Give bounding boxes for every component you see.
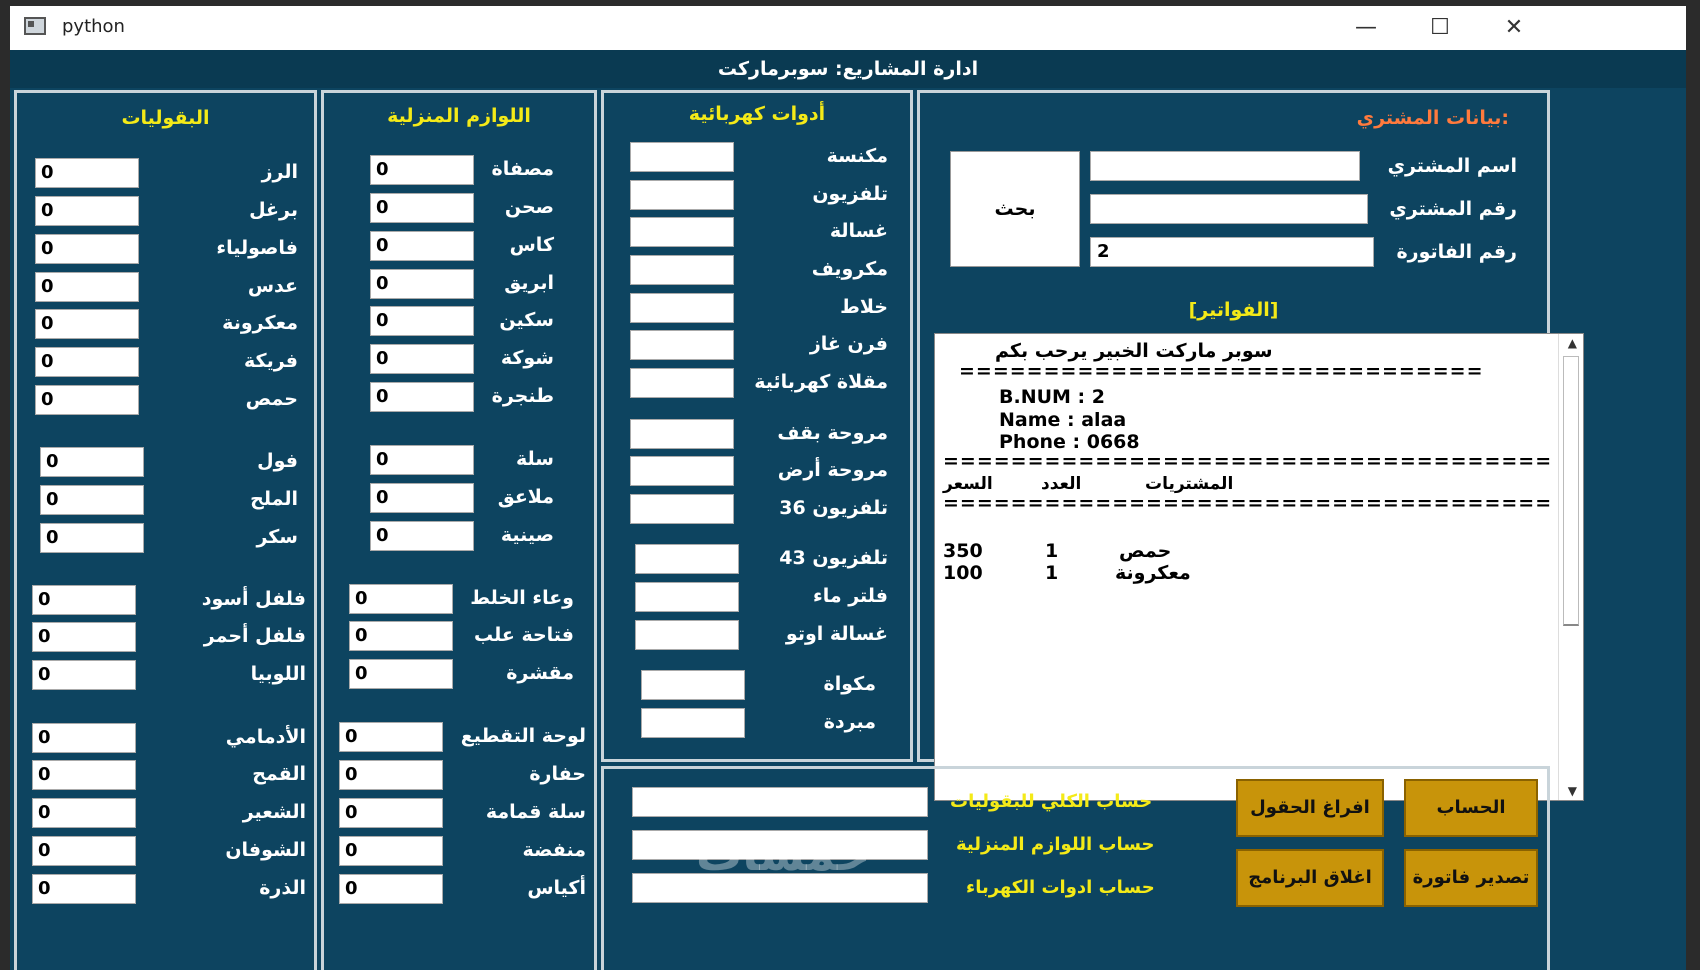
legumes-item-label: فلفل أحمر [203, 625, 306, 647]
legumes-quantity-field[interactable]: 0 [32, 585, 136, 615]
household-quantity-field[interactable]: 0 [370, 483, 474, 513]
title-bar [10, 6, 1686, 50]
invoice-separator: ==================================== [943, 450, 1553, 472]
household-quantity-field[interactable]: 0 [339, 874, 443, 904]
household-item-label: شوكة [500, 347, 554, 369]
legumes-quantity-field[interactable]: 0 [35, 385, 139, 415]
legumes-quantity-field[interactable]: 0 [40, 485, 144, 515]
customer-name-label: اسم المشتري [1387, 155, 1517, 177]
household-quantity-field[interactable]: 0 [349, 621, 453, 651]
legumes-item-label: فول [257, 450, 298, 472]
customer-phone-label: رقم المشتري [1389, 198, 1517, 220]
household-title: اللوازم المنزلية [387, 105, 531, 127]
legumes-title: البقوليات [121, 107, 210, 129]
household-item-label: وعاء الخلط [470, 587, 574, 609]
invoice-separator: ==================================== [943, 492, 1553, 514]
app-banner: ادارة المشاريع: سوبرماركت [10, 50, 1686, 88]
electrical-item-label: مروحة أرض [777, 459, 888, 481]
household-quantity-field[interactable]: 0 [349, 584, 453, 614]
electrical-item-label: تلفزيون 43 [779, 547, 888, 569]
customer-panel [917, 90, 1577, 798]
invoice-header-qty: العدد [1041, 474, 1082, 494]
legumes-item-label: الملح [250, 488, 298, 510]
legumes-item-label: الأدمامي [225, 726, 306, 748]
electrical-item-label: غسالة [829, 220, 888, 242]
invoice-row-qty: 1 [1045, 540, 1059, 562]
household-item-label: حفارة [529, 763, 586, 785]
electrical-item-label: فلتر ماء [813, 585, 888, 607]
legumes-quantity-field[interactable]: 0 [32, 760, 136, 790]
scroll-thumb[interactable] [1563, 356, 1579, 626]
legumes-item-label: الرز [261, 161, 298, 183]
electrical-quantity-field[interactable] [641, 708, 745, 738]
app-window [10, 6, 1686, 970]
legumes-quantity-field[interactable]: 0 [32, 874, 136, 904]
electrical-quantity-field[interactable] [630, 330, 734, 360]
electrical-item-label: مبردة [823, 711, 876, 733]
invoice-row-price: 350 [943, 540, 983, 562]
legumes-item-label: الشوفان [225, 839, 306, 861]
search-button[interactable]: بحث [950, 151, 1080, 267]
legumes-quantity-field[interactable]: 0 [35, 158, 139, 188]
legumes-item-label: اللوبيا [250, 663, 306, 685]
household-item-label: فتاحة علب [473, 624, 574, 646]
household-item-label: ابريق [504, 272, 554, 294]
customer-phone-field[interactable] [1090, 194, 1368, 224]
invoice-row-item: معكرونة [1115, 562, 1191, 584]
bill-number-label: رقم الفاتورة [1396, 241, 1517, 263]
household-panel [321, 90, 597, 970]
electrical-quantity-field[interactable] [630, 494, 734, 524]
legumes-item-label: سكر [256, 526, 298, 548]
invoice-header-price: السعر [943, 474, 993, 494]
electrical-quantity-field[interactable] [630, 180, 734, 210]
legumes-item-label: عدس [247, 275, 298, 297]
electrical-quantity-field[interactable] [635, 620, 739, 650]
legumes-item-label: حمص [245, 388, 298, 410]
legumes-quantity-field[interactable]: 0 [35, 272, 139, 302]
invoice-row-price: 100 [943, 562, 983, 584]
close-window-button[interactable]: ✕ [1504, 15, 1524, 40]
invoice-row-item: حمص [1119, 540, 1172, 562]
invoice-row-qty: 1 [1045, 562, 1059, 584]
household-quantity-field[interactable]: 0 [370, 231, 474, 261]
electrical-item-label: تلفزيون [812, 183, 888, 205]
household-quantity-field[interactable]: 0 [370, 382, 474, 412]
electrical-item-label: فرن غاز [809, 333, 888, 355]
close-program-button[interactable]: اغلاق البرنامج [1236, 849, 1384, 907]
electrical-item-label: مقلاة كهربائية [754, 371, 888, 393]
invoices-title: [الفواتير] [1188, 299, 1279, 321]
legumes-quantity-field[interactable]: 0 [40, 523, 144, 553]
electrical-item-label: مكنسة [826, 145, 888, 167]
legumes-item-label: الذرة [259, 877, 306, 899]
electrical-quantity-field[interactable] [630, 217, 734, 247]
maximize-button[interactable]: ☐ [1430, 15, 1450, 40]
household-item-label: مصفاة [491, 158, 554, 180]
export-invoice-button[interactable]: تصدير فاتورة [1404, 849, 1538, 907]
household-item-label: سلة [516, 448, 554, 470]
invoice-bill-number: B.NUM : 2 [999, 386, 1105, 408]
household-item-label: طنجرة [491, 385, 554, 407]
legumes-quantity-field[interactable]: 0 [32, 723, 136, 753]
household-quantity-field[interactable]: 0 [370, 306, 474, 336]
electrical-item-label: تلفزيون 36 [779, 497, 888, 519]
totals-panel [601, 766, 1550, 970]
legumes-quantity-field[interactable]: 0 [40, 447, 144, 477]
electrical-quantity-field[interactable] [630, 456, 734, 486]
invoice-textarea[interactable] [934, 333, 1584, 801]
electrical-item-label: مروحة بقف [777, 422, 888, 444]
household-quantity-field[interactable]: 0 [370, 269, 474, 299]
household-quantity-field[interactable]: 0 [339, 760, 443, 790]
electrical-quantity-field[interactable] [630, 255, 734, 285]
legumes-quantity-field[interactable]: 0 [35, 347, 139, 377]
household-quantity-field[interactable]: 0 [370, 155, 474, 185]
clear-fields-button[interactable]: افراغ الحقول [1236, 779, 1384, 837]
legumes-item-label: معكرونة [222, 312, 298, 334]
legumes-quantity-field[interactable]: 0 [35, 309, 139, 339]
calculate-button[interactable]: الحساب [1404, 779, 1538, 837]
electrical-item-label: مكرويف [811, 258, 888, 280]
household-quantity-field[interactable]: 0 [339, 836, 443, 866]
household-item-label: مقشرة [506, 662, 574, 684]
invoice-name: Name : alaa [999, 409, 1127, 431]
legumes-total-label: حساب الكلي للبقوليات [950, 791, 1153, 812]
customer-name-field[interactable] [1090, 151, 1360, 181]
electrical-total-label: حساب ادوات الكهرباء [966, 877, 1155, 898]
household-item-label: سكين [499, 309, 554, 331]
legumes-quantity-field[interactable]: 0 [32, 660, 136, 690]
household-quantity-field[interactable]: 0 [370, 445, 474, 475]
invoice-phone: Phone : 0668 [999, 431, 1140, 453]
household-item-label: لوحة التقطيع [460, 725, 586, 747]
electrical-item-label: خلاط [840, 296, 888, 318]
electrical-panel [601, 90, 913, 762]
watermark: خمسات [696, 827, 871, 881]
invoice-welcome: سوبر ماركت الخبير يرحب بكم [995, 340, 1273, 362]
legumes-quantity-field[interactable]: 0 [32, 622, 136, 652]
electrical-item-label: غسالة اوتو [785, 623, 888, 645]
household-item-label: صينية [500, 524, 554, 546]
household-total-label: حساب اللوازم المنزلية [956, 834, 1155, 855]
household-quantity-field[interactable]: 0 [370, 344, 474, 374]
household-quantity-field[interactable]: 0 [339, 722, 443, 752]
electrical-quantity-field[interactable] [635, 544, 739, 574]
household-quantity-field[interactable]: 0 [370, 521, 474, 551]
legumes-total-field[interactable] [632, 787, 928, 817]
electrical-quantity-field[interactable] [630, 142, 734, 172]
household-item-label: ملاعق [497, 486, 554, 508]
legumes-quantity-field[interactable]: 0 [35, 234, 139, 264]
electrical-quantity-field[interactable] [635, 582, 739, 612]
legumes-item-label: الشعير [242, 801, 306, 823]
invoice-header-items: المشتريات [1145, 474, 1234, 494]
legumes-item-label: فاصولياء [216, 237, 298, 259]
household-item-label: صحن [504, 196, 554, 218]
app-icon [24, 17, 46, 35]
legumes-quantity-field[interactable]: 0 [32, 836, 136, 866]
invoice-separator: =============================== [959, 360, 1484, 382]
household-item-label: منفضة [522, 839, 586, 861]
legumes-quantity-field[interactable]: 0 [32, 798, 136, 828]
bill-number-field[interactable]: 2 [1090, 237, 1374, 267]
electrical-quantity-field[interactable] [641, 670, 745, 700]
legumes-panel [14, 90, 317, 970]
legumes-quantity-field[interactable]: 0 [35, 196, 139, 226]
legumes-item-label: فلفل أسود [201, 588, 306, 610]
legumes-item-label: القمح [252, 763, 306, 785]
legumes-item-label: فريكة [244, 350, 298, 372]
invoice-scrollbar[interactable] [1558, 334, 1583, 800]
legumes-item-label: برغل [249, 199, 298, 221]
household-item-label: كاس [509, 234, 554, 256]
electrical-quantity-field[interactable] [630, 293, 734, 323]
electrical-quantity-field[interactable] [630, 368, 734, 398]
window-title: python [62, 16, 125, 37]
household-quantity-field[interactable]: 0 [349, 659, 453, 689]
household-quantity-field[interactable]: 0 [339, 798, 443, 828]
minimize-button[interactable]: — [1355, 15, 1377, 40]
customer-title: بيانات المشتري: [1356, 107, 1509, 129]
scroll-down-icon[interactable]: ▼ [1567, 784, 1577, 798]
household-item-label: سلة قمامة [485, 801, 586, 823]
household-quantity-field[interactable]: 0 [370, 193, 474, 223]
electrical-quantity-field[interactable] [630, 419, 734, 449]
electrical-title: أدوات كهربائية [688, 103, 826, 125]
electrical-item-label: مكواة [823, 673, 876, 695]
household-item-label: أكياس [527, 877, 586, 899]
scroll-up-icon[interactable]: ▲ [1567, 336, 1577, 350]
